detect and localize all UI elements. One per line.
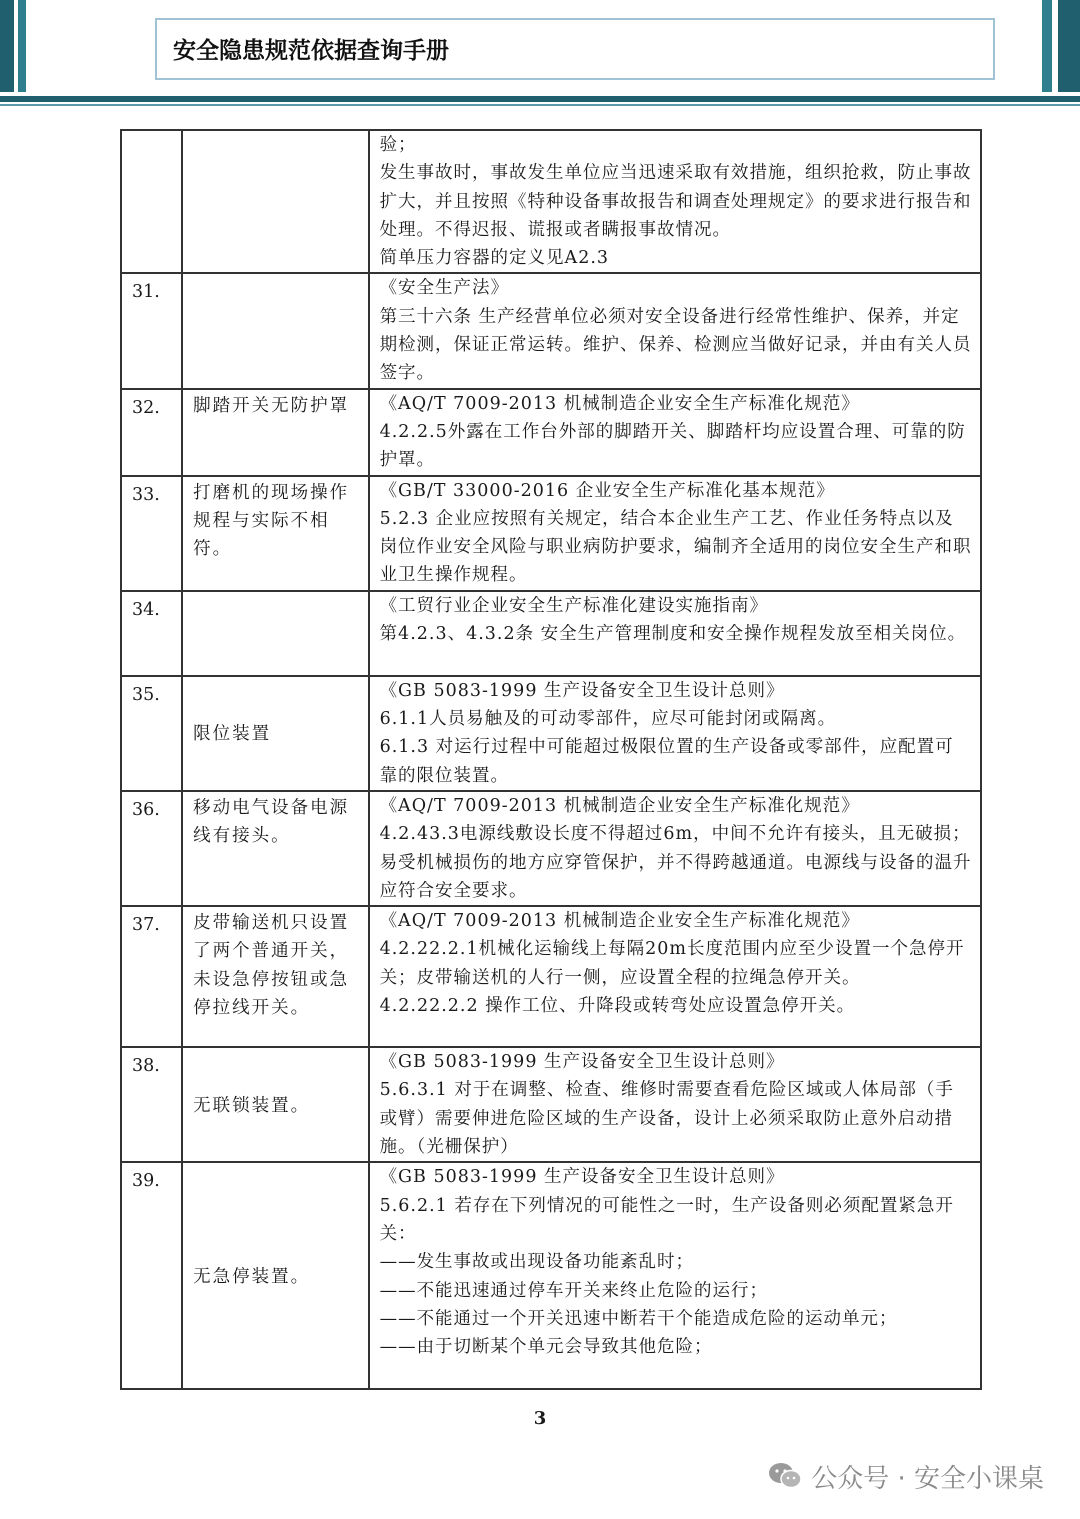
table-row <box>121 476 981 591</box>
table-row <box>121 906 981 1047</box>
row-number <box>121 130 182 273</box>
basis-paragraph: ——由于切断某个单元会导致其他危险； <box>379 1337 713 1358</box>
hazard-description: 打磨机的现场操作规程与实际不相符。 <box>182 476 368 591</box>
row-number: 36. <box>121 791 182 906</box>
basis-paragraph: 《AQ/T 7009-2013 机械制造企业安全生产标准化规范》 <box>379 393 860 414</box>
header-accent-right-inner <box>1042 0 1052 92</box>
basis-paragraph: 6.1.1人员易触及的可动零部件，应尽可能封闭或隔离。 <box>379 709 837 730</box>
basis-paragraph: 《AQ/T 7009-2013 机械制造企业安全生产标准化规范》 <box>379 795 860 816</box>
row-number: 32. <box>121 389 182 476</box>
basis-paragraph: 第4.2.3、4.3.2条 安全生产管理制度和安全操作规程发放至相关岗位。 <box>379 624 967 645</box>
header-accent-left <box>0 0 14 92</box>
basis-paragraph: 发生事故时，事故发生单位应当迅速采取有效措施，组织抢救，防止事故扩大，并且按照《特种设备事故报告和调查处理规定》的要求进行报告和处理。不得迟报、谎报或者瞒报事故情况。 <box>379 163 972 240</box>
basis-paragraph: 《GB 5083-1999 生产设备安全卫生设计总则》 <box>379 680 785 701</box>
table-row <box>121 1047 981 1162</box>
hazard-description <box>182 591 368 676</box>
page-title: 安全隐患规范依据查询手册 <box>173 38 449 64</box>
row-number: 35. <box>121 676 182 791</box>
regulation-basis <box>369 676 981 791</box>
basis-paragraph: 《GB 5083-1999 生产设备安全卫生设计总则》 <box>379 1167 785 1188</box>
header-accent-left-inner <box>18 0 26 92</box>
regulation-basis <box>369 1162 981 1389</box>
regulation-basis <box>369 591 981 676</box>
table-row <box>121 389 981 476</box>
table-row <box>121 130 981 273</box>
hazard-description: 脚踏开关无防护罩 <box>182 389 368 476</box>
hazard-description <box>182 273 368 388</box>
page-number: 3 <box>533 1408 547 1429</box>
table-row <box>121 791 981 906</box>
wechat-icon <box>767 1461 803 1491</box>
basis-paragraph: 6.1.3 对运行过程中可能超过极限位置的生产设备或零部件，应配置可靠的限位装置。 <box>379 737 954 786</box>
basis-paragraph: 《GB 5083-1999 生产设备安全卫生设计总则》 <box>379 1052 785 1073</box>
table-row <box>121 676 981 791</box>
basis-paragraph: ——发生事故或出现设备功能紊乱时； <box>379 1252 695 1273</box>
header-rule-thin <box>0 104 1080 106</box>
header-accent-right <box>1058 0 1080 92</box>
basis-paragraph: 《工贸行业企业安全生产标准化建设实施指南》 <box>379 595 769 616</box>
basis-paragraph: ——不能迅速通过停车开关来终止危险的运行； <box>379 1280 769 1301</box>
row-number: 33. <box>121 476 182 591</box>
row-number: 39. <box>121 1162 182 1389</box>
row-number: 38. <box>121 1047 182 1162</box>
watermark-text: 公众号 · 安全小课桌 <box>811 1463 1044 1494</box>
basis-paragraph: 5.6.2.1 若存在下列情况的可能性之一时，生产设备则必须配置紧急开关： <box>379 1195 954 1244</box>
row-number: 34. <box>121 591 182 676</box>
basis-paragraph: ——不能通过一个开关迅速中断若干个能造成危险的运动单元； <box>379 1308 898 1329</box>
regulation-basis <box>369 791 981 906</box>
basis-paragraph: 4.2.22.2.1机械化运输线上每隔20m长度范围内应至少设置一个急停开关；皮带输送机的人行一侧，应设置全程的拉绳急停开关。 <box>379 939 965 988</box>
regulation-basis <box>369 906 981 1047</box>
row-number: 37. <box>121 906 182 1047</box>
header-title-box <box>155 18 995 80</box>
regulation-basis <box>369 1047 981 1162</box>
watermark <box>767 1456 1044 1496</box>
regulation-table <box>120 129 982 1390</box>
regulation-basis <box>369 389 981 476</box>
hazard-description: 无联锁装置。 <box>182 1047 368 1162</box>
basis-paragraph: 4.2.2.5外露在工作台外部的脚踏开关、脚踏杆均应设置合理、可靠的防护罩。 <box>379 421 966 471</box>
basis-paragraph: 简单压力容器的定义见A2.3 <box>379 248 610 269</box>
basis-paragraph: 第三十六条 生产经营单位必须对安全设备进行经常性维护、保养，并定期检测，保证正常运转。维护、保养、检测应当做好记录，并由有关人员签字。 <box>379 306 972 384</box>
hazard-description: 限位装置 <box>182 676 368 791</box>
hazard-description: 皮带输送机只设置了两个普通开关，未设急停按钮或急停拉线开关。 <box>182 906 368 1047</box>
table-row <box>121 591 981 676</box>
hazard-description: 移动电气设备电源线有接头。 <box>182 791 368 906</box>
table-row <box>121 1162 981 1389</box>
basis-paragraph: 《安全生产法》 <box>379 278 510 299</box>
regulation-basis <box>369 476 981 591</box>
table-row <box>121 273 981 388</box>
basis-paragraph: 《GB/T 33000-2016 企业安全生产标准化基本规范》 <box>379 480 835 501</box>
regulation-basis <box>369 273 981 388</box>
basis-paragraph: 验； <box>379 135 417 155</box>
basis-paragraph: 5.2.3 企业应按照有关规定，结合本企业生产工艺、作业任务特点以及岗位作业安全风险与职业病防护要求，编制齐全适用的岗位安全生产和职业卫生操作规程。 <box>379 508 972 586</box>
row-number: 31. <box>121 273 182 388</box>
regulation-basis <box>369 130 981 273</box>
header-rule <box>0 96 1080 102</box>
basis-paragraph: 《AQ/T 7009-2013 机械制造企业安全生产标准化规范》 <box>379 911 860 932</box>
hazard-description: 无急停装置。 <box>182 1162 368 1389</box>
basis-paragraph: 4.2.43.3电源线敷设长度不得超过6m，中间不允许有接头，且无破损；易受机械损伤的地方应穿管保护，并不得跨越通道。电源线与设备的温升应符合安全要求。 <box>379 824 972 901</box>
hazard-description <box>182 130 368 273</box>
basis-paragraph: 4.2.22.2.2 操作工位、升降段或转弯处应设置急停开关。 <box>379 996 856 1017</box>
basis-paragraph: 5.6.3.1 对于在调整、检查、维修时需要查看危险区域或人体局部（手或臂）需要伸进危险区域的生产设备，设计上必须采取防止意外启动措施。（光栅保护） <box>379 1080 954 1158</box>
